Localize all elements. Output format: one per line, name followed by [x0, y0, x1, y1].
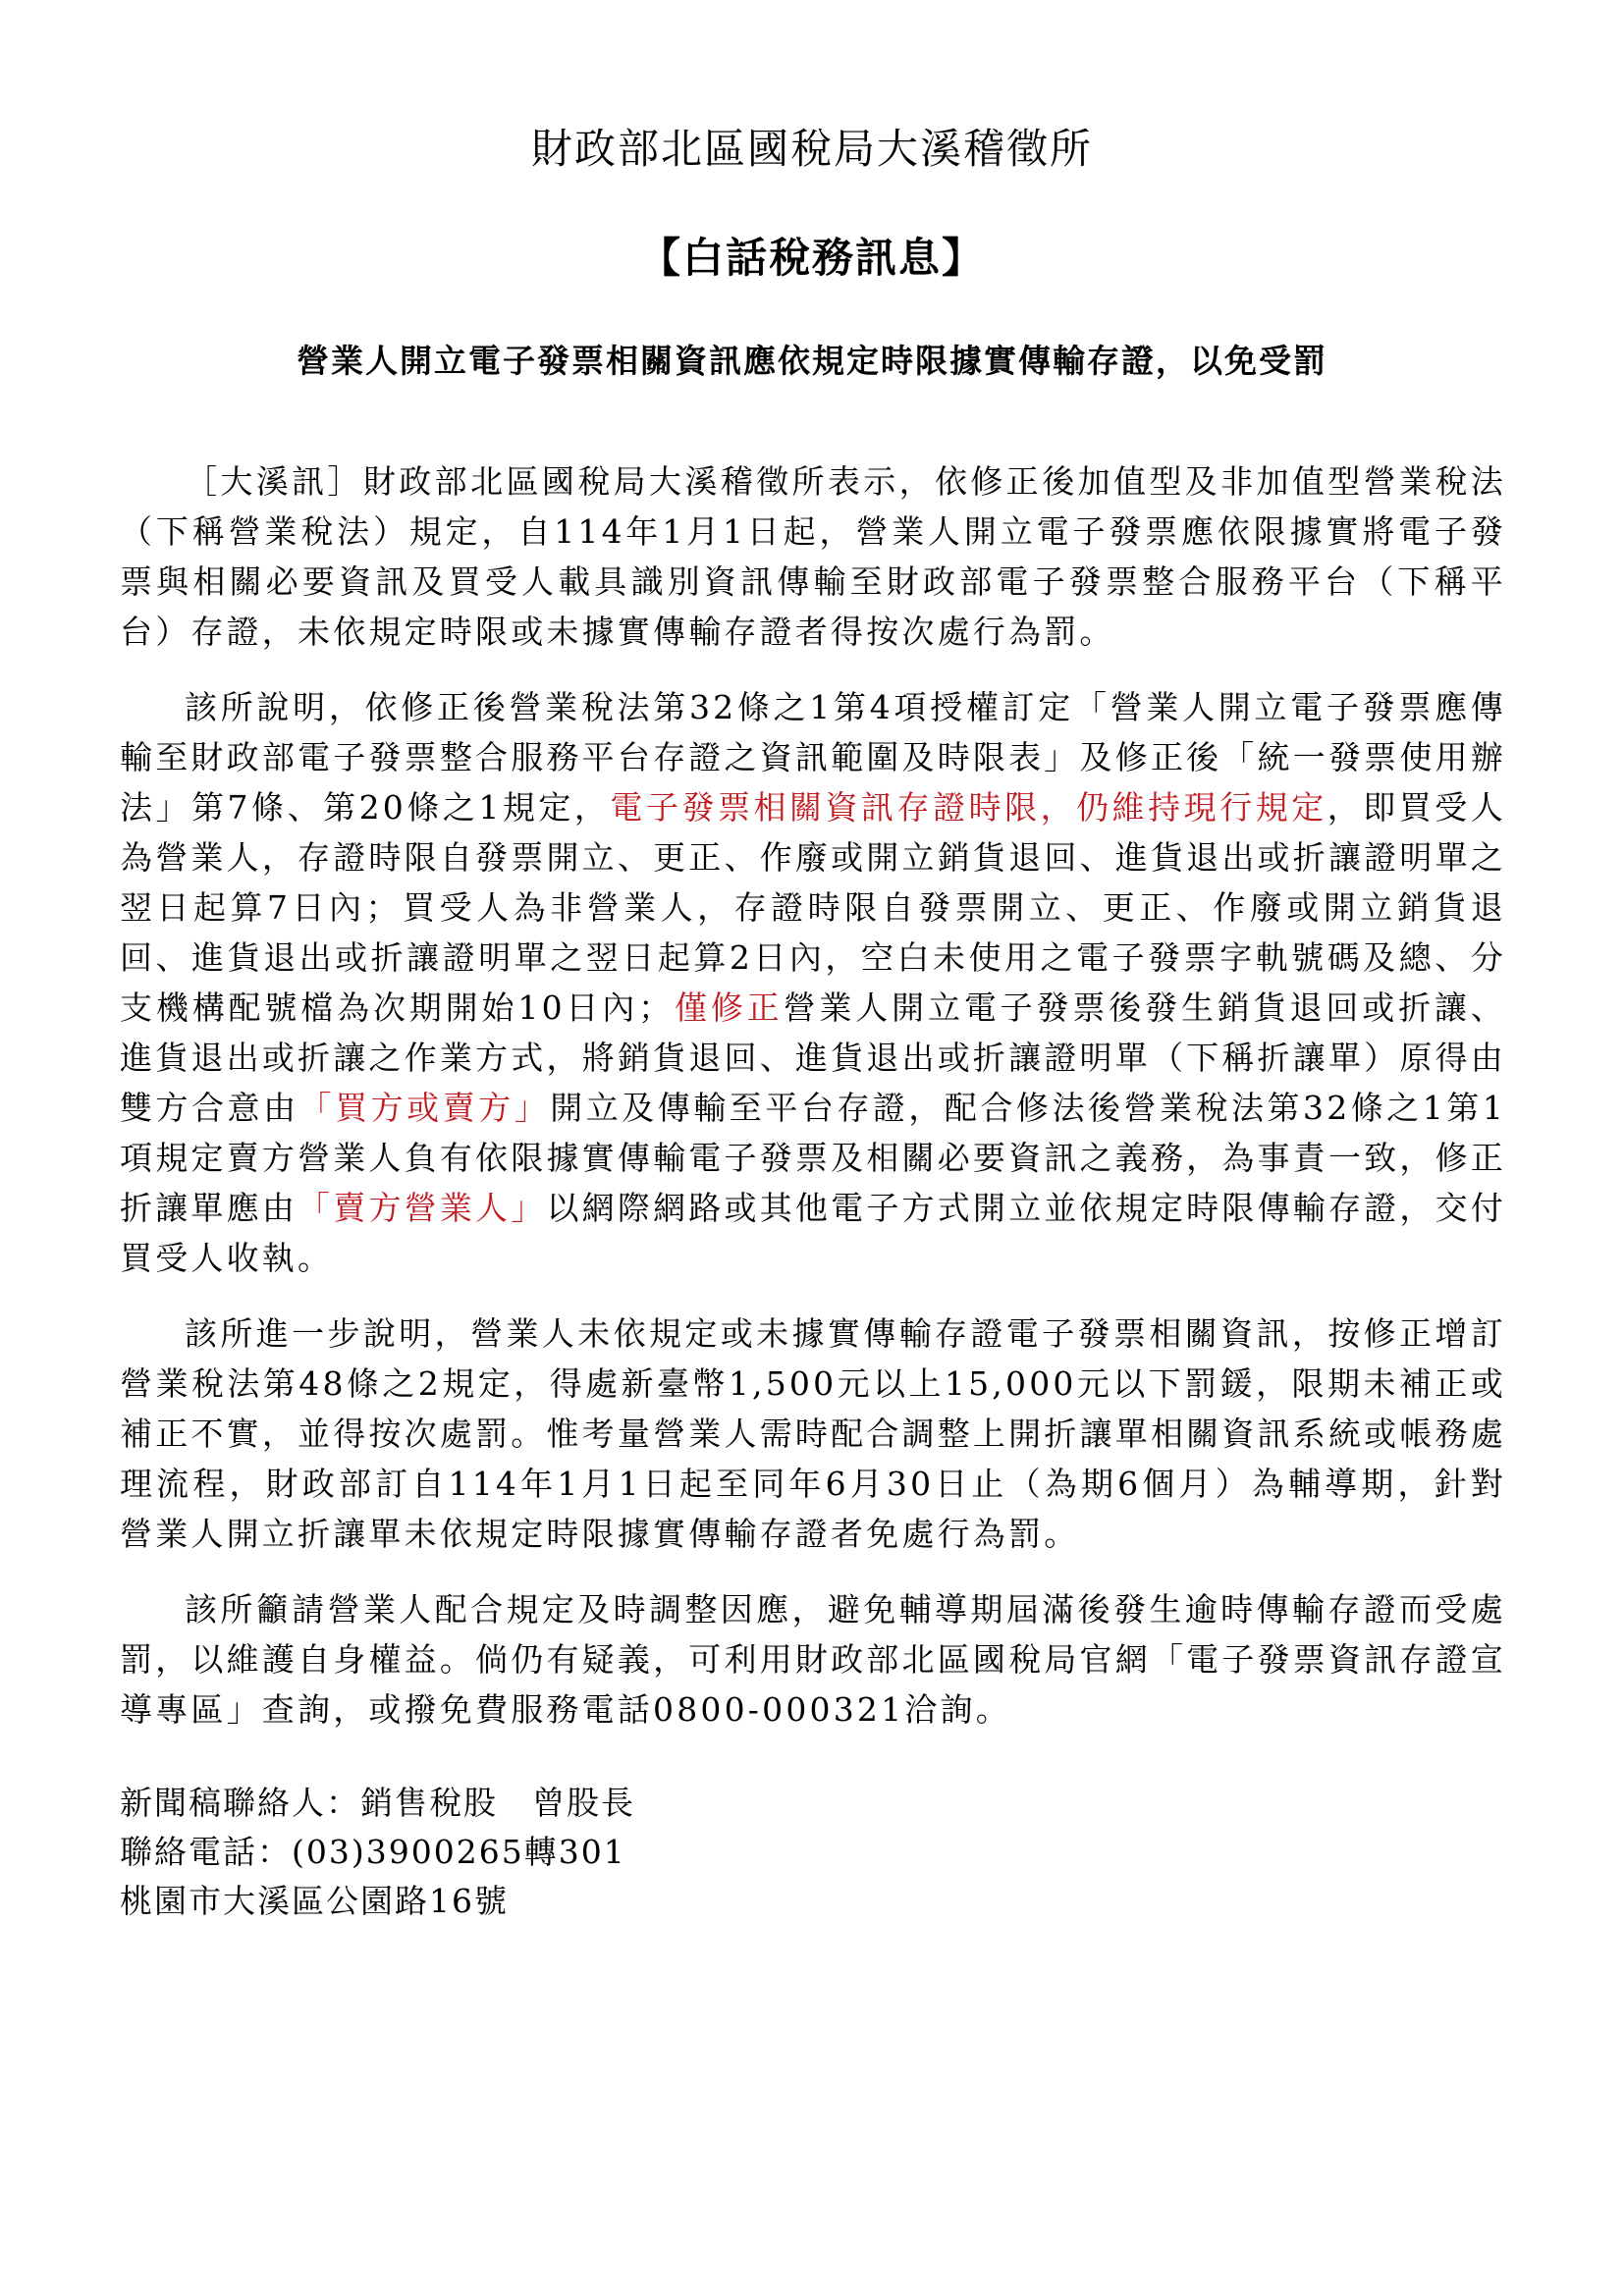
press-body [120, 456, 1506, 1760]
press-headline: 營業人開立電子發票相關資訊應依規定時限據實傳輸存證，以免受罰 [297, 342, 1327, 380]
contact-address: 桃園市大溪區公園路16號 [120, 1882, 509, 1920]
contact-person: 新聞稿聯絡人：銷售稅股 曾股長 [120, 1784, 635, 1822]
paragraph-3: 該所進一步說明，營業人未依規定或未據實傳輸存證電子發票相關資訊，按修正增訂營業稅法第48條之2規定，得處新臺幣1,500元以上15,000元以下罰鍰，限期未補正或補正不實，並得按次處罰。惟考量營業人需時配合調整上開折讓單相關資訊系統或帳務處理流程，財政部訂自114年1月1日起至同年6月30日止（為期6個月）為輔導期，針對營業人開立折讓單未依規定時限據實傳輸存證者免處行為罰。 [120, 1314, 1506, 1553]
emphasis-storage-deadline: 電子發票相關資訊存證時限，仍維持現行規定 [610, 788, 1327, 827]
emphasis-only-amended: 僅修正 [674, 988, 784, 1027]
emphasis-seller-business: 「賣方營業人」 [298, 1189, 547, 1227]
paragraph-1: ［大溪訊］財政部北區國稅局大溪稽徵所表示，依修正後加值型及非加值型營業稅法（下稱營業稅法）規定，自114年1月1日起，營業人開立電子發票應依限據實將電子發票與相關必要資訊及買受人載具識別資訊傳輸至財政部電子發票整合服務平台（下稱平台）存證，未依規定時限或未據實傳輸存證者得按次處行為罰。 [120, 462, 1506, 651]
paragraph-4: 該所籲請營業人配合規定及時調整因應，避免輔導期屆滿後發生逾時傳輸存證而受處罰，以維護自身權益。倘仍有疑義，可利用財政部北區國稅局官網「電子發票資訊存證宣導專區」查詢，或撥免費服務電話0800-000321洽詢。 [120, 1590, 1506, 1729]
paragraph-2-text-4: 開立及傳輸至平台存證，配合修法後營業稅法第32條之1第1項規定賣方營業人負有依限據實傳輸電子發票及相關必要資訊之義務，為事責一致，修正折讓單應由 [120, 1089, 1507, 1227]
paragraph-2-text-1: 該所說明，依修正後營業稅法第32條之1第4項授權訂定「營業人開立電子發票應傳輸至財政部電子發票整合服務平台存證之資訊範圍及時限表」及修正後「統一發票使用辦法」第7條、第20條之1規定， [120, 688, 1506, 827]
section-title: 【白話稅務訊息】 [638, 234, 985, 282]
paragraph-2-text-3: 營業人開立電子發票後發生銷貨退回或折讓、進貨退出或折讓之作業方式，將銷貨退回、進貨退出或折讓證明單（下稱折讓單）原得由雙方合意由 [120, 988, 1506, 1127]
organization-title: 財政部北區國稅局大溪稽徵所 [530, 125, 1093, 173]
paragraph-2-text-5: 以網際網路或其他電子方式開立並依規定時限傳輸存證，交付買受人收執。 [120, 1189, 1506, 1277]
paragraph-2 [120, 682, 1506, 1283]
paragraph-2-text-2: ，即買受人為營業人，存證時限自發票開立、更正、作廢或開立銷貨退回、進貨退出或折讓證明單之翌日起算7日內；買受人為非營業人，存證時限自發票開立、更正、作廢或開立銷貨退回、進貨退出或折讓證明單之翌日起算2日內，空白未使用之電子發票字軌號碼及總、分支機構配號檔為次期開始10日內； [120, 788, 1507, 1027]
contact-phone: 聯絡電話：(03)3900265轉301 [120, 1833, 626, 1871]
contact-block [120, 1779, 1298, 1926]
emphasis-buyer-or-seller: 「買方或賣方」 [298, 1089, 551, 1127]
